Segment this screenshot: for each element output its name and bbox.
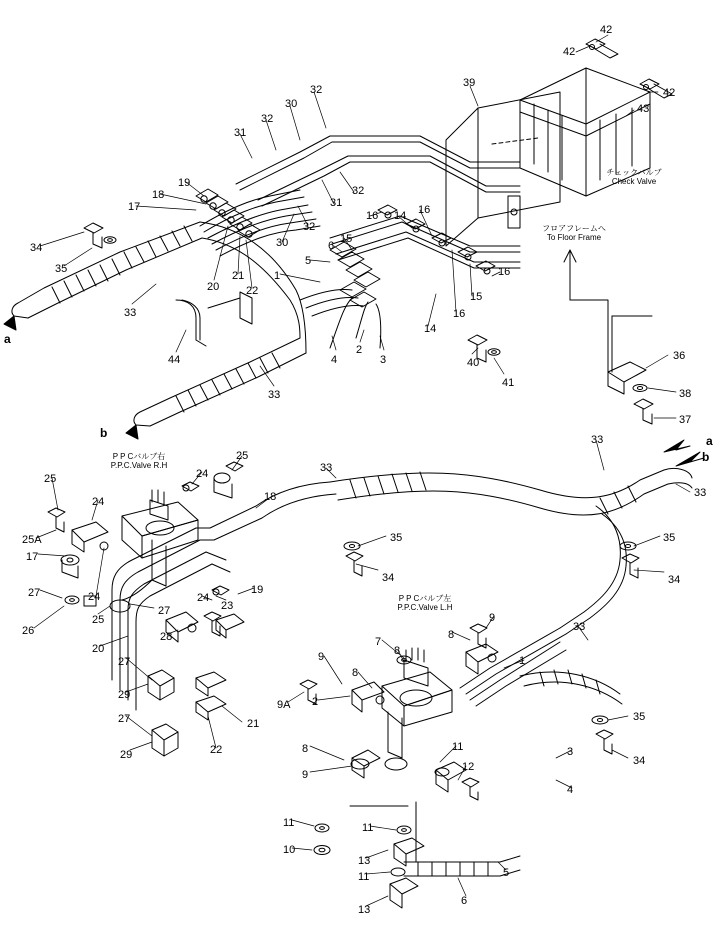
arrow-markers-lower — [664, 440, 704, 466]
part-callout: 21 — [247, 718, 260, 730]
part-callout: 11 — [358, 871, 370, 883]
lower-right-pipe-run — [460, 506, 626, 706]
part-callout: 16 — [418, 204, 431, 216]
part-callout: 19 — [178, 177, 191, 189]
ppc-valve-rh-assembly — [48, 462, 243, 642]
part-callout: 36 — [673, 350, 686, 362]
arrow-markers-upper — [4, 316, 138, 439]
part-callout: 33 — [591, 434, 604, 446]
part-callout: 37 — [679, 414, 692, 426]
part-callout: 26 — [22, 625, 35, 637]
part-callout: 29 — [118, 689, 131, 701]
part-callout: 19 — [251, 584, 264, 596]
part-callout: 17 — [26, 551, 39, 563]
part-callout: 41 — [502, 377, 515, 389]
part-callout: 42 — [663, 87, 676, 99]
part-callout: 32 — [303, 221, 316, 233]
part-callout: 32 — [261, 113, 274, 125]
bracket-plate-39 — [446, 92, 560, 246]
part-callout: 24 — [197, 592, 210, 604]
part-callout: 14 — [394, 210, 407, 222]
part-callout: 13 — [358, 855, 371, 867]
part-callout: 7 — [375, 636, 382, 648]
part-callout: 16 — [366, 210, 379, 222]
part-callout: 8 — [352, 667, 359, 679]
part-callout: 3 — [567, 746, 574, 758]
part-callout: 1 — [519, 655, 526, 667]
part-callout: 9 — [318, 651, 325, 663]
bolt-34-35-lower-left — [344, 542, 363, 576]
bolt-34-35-lower-right — [620, 542, 639, 578]
part-callout: 22 — [246, 285, 259, 297]
part-callout: 20 — [92, 643, 105, 655]
caption-ppc-valve-lh — [370, 594, 480, 612]
part-callout: 35 — [633, 711, 646, 723]
part-callout: 13 — [358, 904, 371, 916]
part-callout: 25 — [92, 614, 105, 626]
part-callout: 9 — [302, 769, 309, 781]
part-callout: 32 — [352, 185, 365, 197]
part-callout: 34 — [30, 242, 43, 254]
part-callout: 30 — [276, 237, 289, 249]
part-callout: 28 — [160, 631, 173, 643]
lower-left-pipe-run — [112, 482, 336, 710]
part-callout: 24 — [92, 496, 105, 508]
part-callout: 25A — [22, 534, 42, 546]
part-callout: 42 — [600, 24, 613, 36]
part-callout: 34 — [633, 755, 646, 767]
part-callout: 15 — [340, 233, 353, 245]
part-callout: 3 — [380, 354, 387, 366]
part-callout: 5 — [305, 255, 312, 267]
part-callout: 11 — [362, 822, 374, 834]
part-callout: 11 — [452, 741, 464, 753]
part-callout: 27 — [158, 605, 171, 617]
caption-to-floor-frame-en: To Floor Frame — [546, 233, 602, 242]
hose-bundle-lower-main — [330, 468, 692, 515]
part-callout: 22 — [210, 744, 223, 756]
part-callout: 6 — [461, 895, 468, 907]
hose-right-lower — [520, 670, 622, 704]
part-callout: 44 — [168, 354, 181, 366]
part-callout: 18 — [152, 189, 165, 201]
part-callout: 42 — [563, 46, 576, 58]
part-callout: 10 — [283, 844, 296, 856]
part-callout: 8 — [302, 743, 309, 755]
part-callout: 33 — [694, 487, 707, 499]
part-callout: 31 — [234, 127, 247, 139]
bolt-34-35-upper — [84, 223, 116, 248]
part-callout: 18 — [264, 491, 277, 503]
part-callout: 25 — [236, 450, 249, 462]
hose-bundle-upper-a — [12, 222, 202, 318]
caption-ppc-valve-lh-jp: P P Cバルブ左 — [398, 594, 452, 603]
bracket-36-38 — [608, 316, 653, 424]
part-callout: 33 — [320, 462, 333, 474]
section-marker-a-upper: a — [4, 332, 11, 346]
caption-check-valve — [592, 168, 676, 186]
part-callout: 34 — [382, 572, 395, 584]
part-callout: 24 — [88, 591, 101, 603]
part-callout: 9A — [277, 699, 291, 711]
part-callout: 16 — [498, 266, 511, 278]
part-callout: 11 — [283, 817, 295, 829]
part-callout: 8 — [394, 645, 401, 657]
part-callout: 30 — [285, 98, 298, 110]
caption-ppc-valve-rh-jp: P P Cバルブ右 — [112, 452, 166, 461]
part-callout: 6 — [328, 240, 335, 252]
part-callout: 35 — [663, 532, 676, 544]
part-callout: 39 — [463, 77, 476, 89]
part-callout: 33 — [124, 307, 137, 319]
part-callout: 27 — [28, 587, 41, 599]
part-callout: 4 — [567, 784, 574, 796]
caption-to-floor-frame-jp: フロアフレームへ — [542, 224, 606, 233]
part-callout: 35 — [390, 532, 403, 544]
caption-check-valve-jp: チェックバルブ — [606, 168, 662, 177]
section-marker-b-upper: b — [100, 426, 108, 440]
part-callout: 12 — [462, 761, 475, 773]
part-callout: 24 — [196, 468, 209, 480]
part-callout: 33 — [268, 389, 281, 401]
upper-tube-runs — [200, 190, 320, 256]
part-callout: 16 — [453, 308, 466, 320]
part-callout: 27 — [118, 713, 131, 725]
part-callout: 2 — [312, 696, 319, 708]
caption-to-floor-frame — [524, 224, 624, 242]
caption-check-valve-en: Check Valve — [611, 177, 657, 186]
part-callout: 27 — [118, 656, 131, 668]
part-callout: 8 — [448, 629, 455, 641]
part-callout: 1 — [274, 270, 281, 282]
caption-ppc-valve-rh-en: P.P.C.Valve R.H — [110, 461, 168, 470]
part-callout: 34 — [668, 574, 681, 586]
part-callout: 21 — [232, 270, 245, 282]
fitting-group-left — [196, 189, 260, 237]
leader-lines — [34, 35, 690, 906]
hose-bundle-upper-b — [134, 338, 306, 426]
part-callout: 29 — [120, 749, 133, 761]
part-callout: 31 — [330, 197, 343, 209]
part-callout: 9 — [489, 612, 496, 624]
part-callout: 4 — [331, 354, 338, 366]
clamp-44 — [176, 292, 252, 346]
part-callout: 33 — [573, 621, 586, 633]
part-callout: 14 — [424, 323, 437, 335]
part-callout: 2 — [356, 344, 363, 356]
part-callout: 40 — [467, 357, 480, 369]
part-callout: 38 — [679, 388, 692, 400]
part-callout: 35 — [55, 263, 68, 275]
part-callout: 43 — [637, 103, 650, 115]
part-callout: 17 — [128, 201, 141, 213]
caption-ppc-valve-rh — [84, 452, 194, 470]
part-callout: 23 — [221, 600, 234, 612]
section-marker-b-lower: b — [702, 450, 710, 464]
bolt-34-35-lower-right2 — [592, 716, 613, 754]
part-callout: 15 — [470, 291, 483, 303]
section-marker-a-lower: a — [706, 434, 713, 448]
part-callout: 32 — [310, 84, 323, 96]
part-callout: 25 — [44, 473, 57, 485]
caption-ppc-valve-lh-en: P.P.C.Valve L.H — [397, 603, 453, 612]
part-callout: 20 — [207, 281, 220, 293]
part-callout: 5 — [503, 867, 510, 879]
bolt-42-group — [586, 39, 672, 98]
